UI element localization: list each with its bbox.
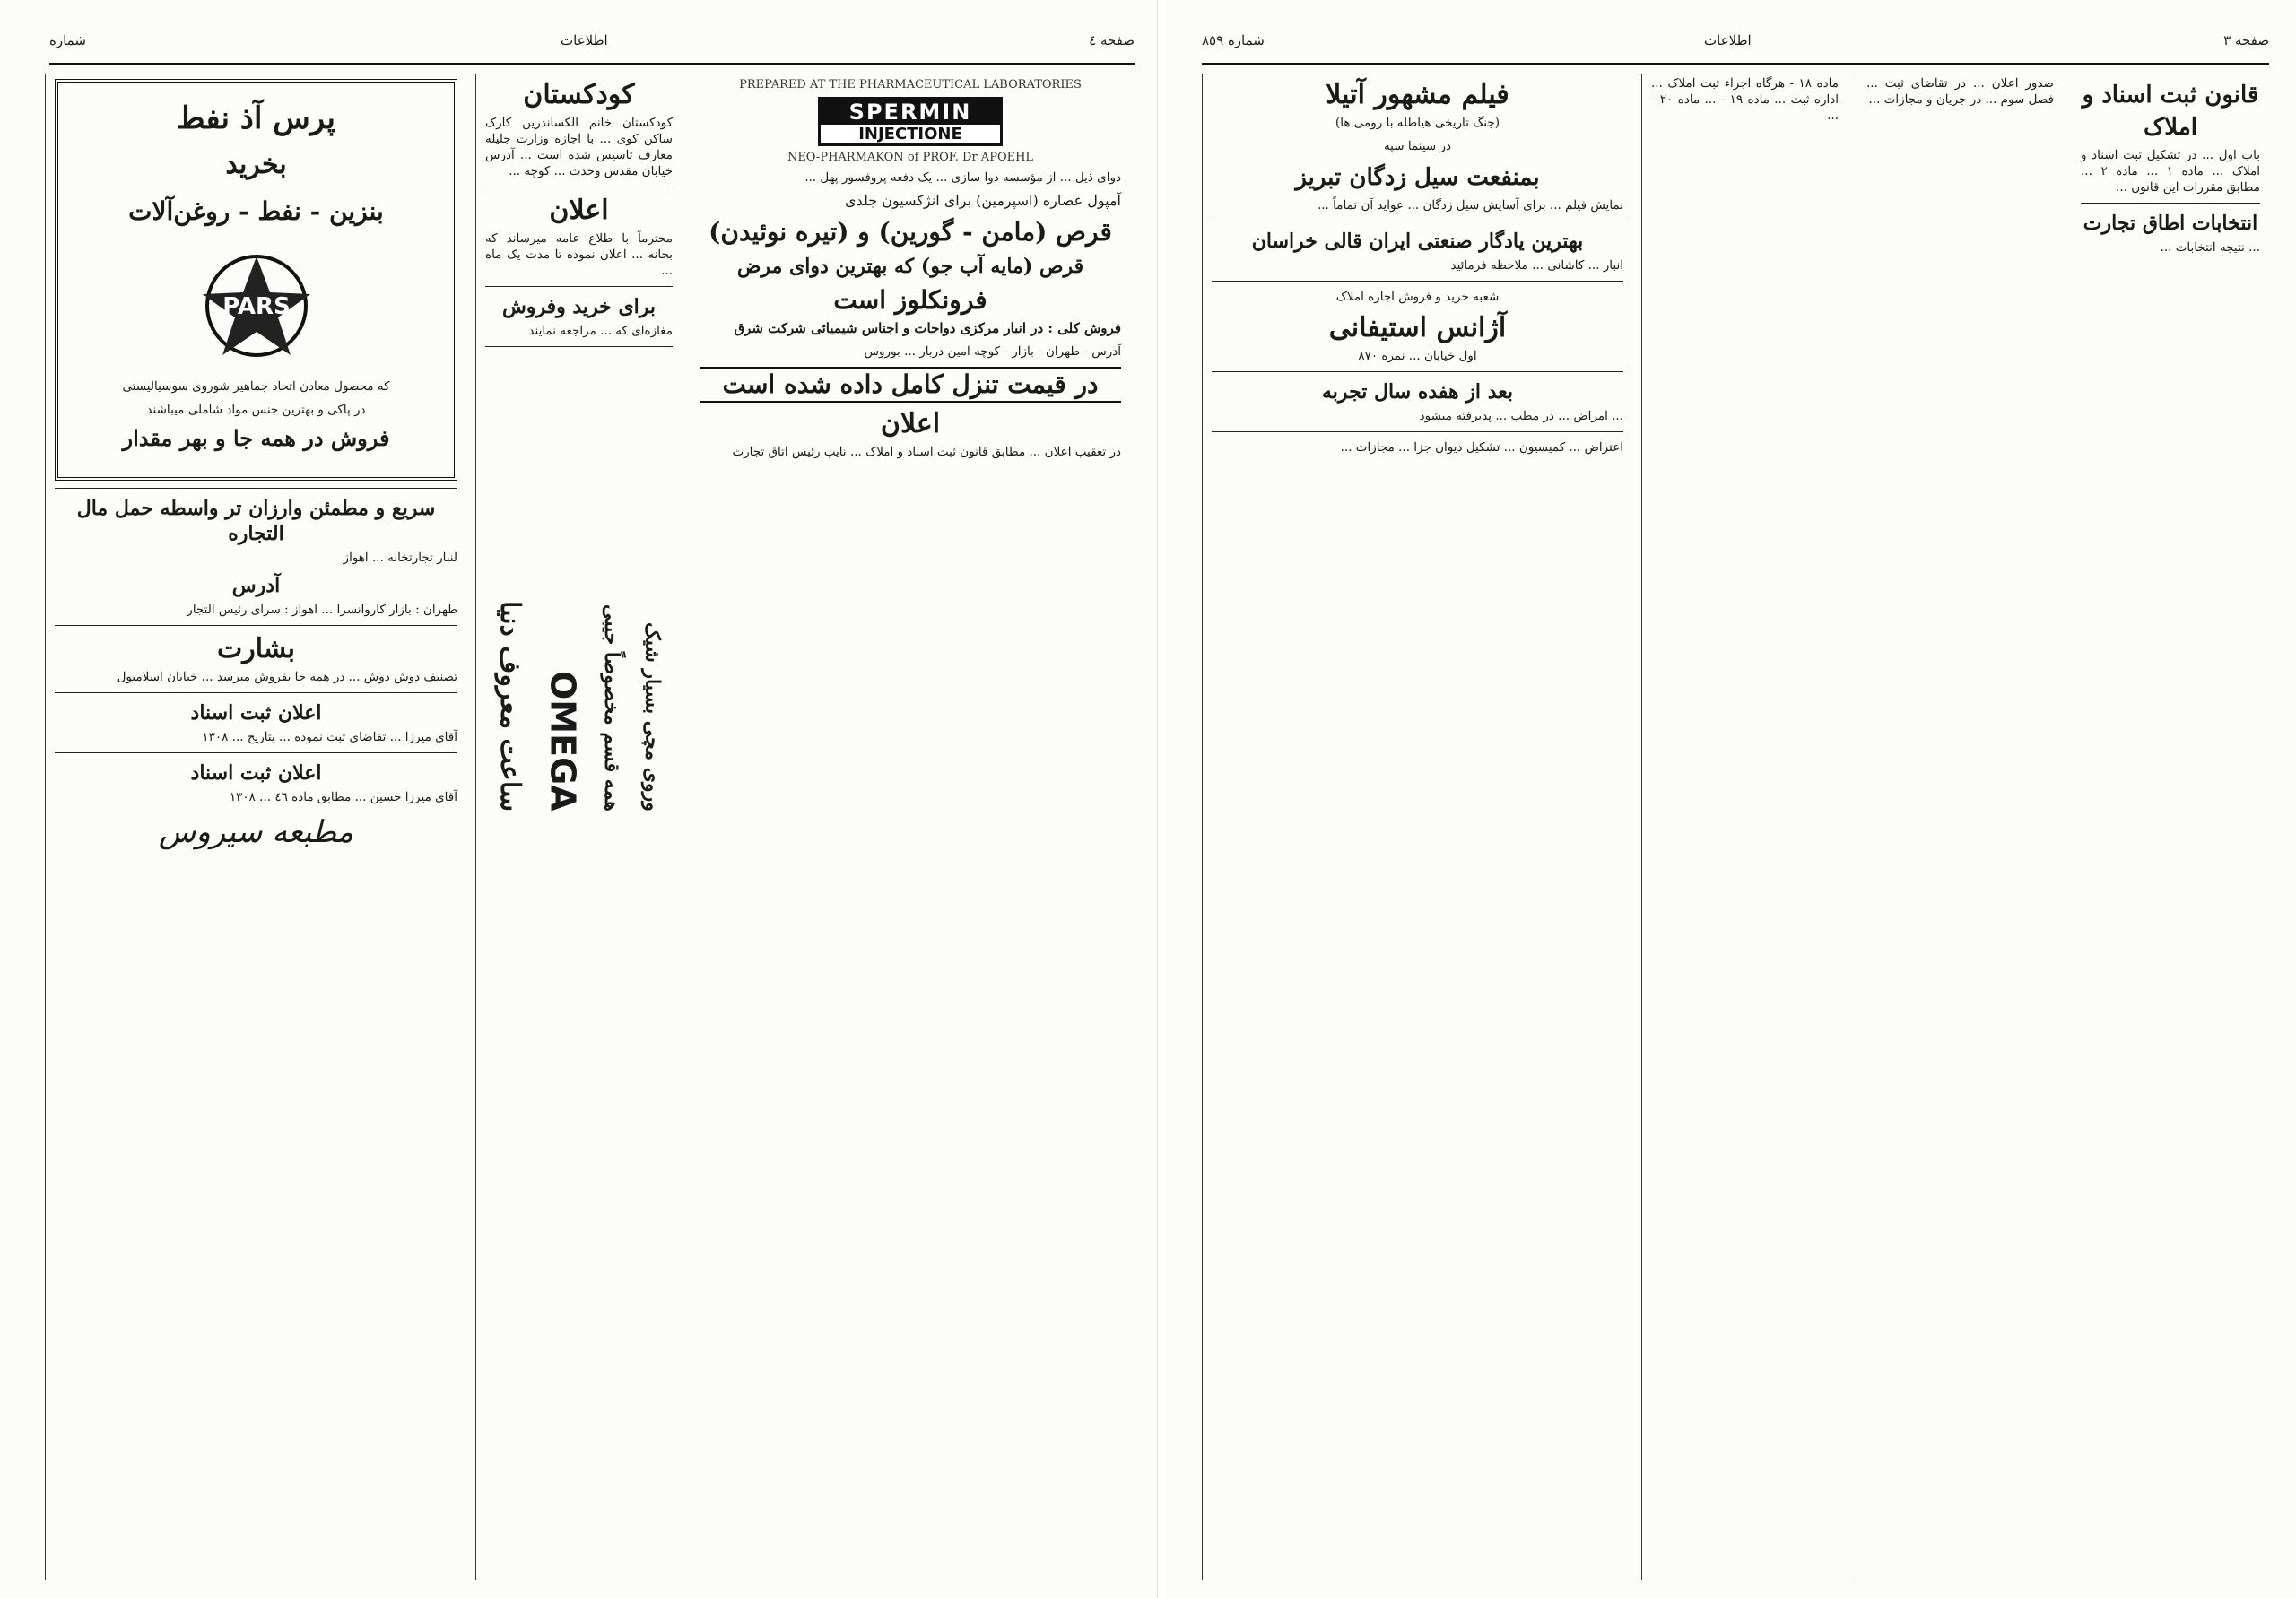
spermin-desc: دوای ذیل ... از مؤسسه دوا سازی ... یک دفعه پروفسور پهل ... xyxy=(804,170,1121,185)
left-sabt-body-1: آقای میرزا ... تقاضای ثبت نموده ... بتاریخ ... ١٣٠٨ xyxy=(202,730,457,744)
sabt-law-body: باب اول ... در تشکیل ثبت اسناد و املاک ... ماده ١ ... ماده ٢ ... مطابق مقررات این قانون ... xyxy=(2081,148,2261,195)
after17-body: ... امراض ... در مطب ... پذیرفته میشود xyxy=(1419,409,1623,423)
omega-vertical2: همه قسم مخصوصاً جیبی xyxy=(599,604,623,812)
pars-oil-footer: فروش در همه جا و بهر مقدار xyxy=(122,425,390,451)
aspirin-line4: فرونکلوز است xyxy=(833,285,987,315)
aspirin-line1: آمپول عصاره (اسپرمین) برای انژکسیون جلدی xyxy=(845,192,1121,209)
left-folio xyxy=(49,27,1135,65)
khalij-addr: طهران : بازار کاروانسرا ... اهواز : سرای رئیس التجار xyxy=(187,603,457,617)
right-folio-title: اطلاعات xyxy=(1704,32,1752,48)
omega-vertical3: وروی مچی بسیار شیک xyxy=(640,622,665,812)
aspirin-line3: قرص (مایه آب جو) که بهترین دوای مرض xyxy=(736,255,1084,278)
aspirin-line2: قرص (مامن - گورین) و (تیره نوئیدن) xyxy=(709,217,1112,247)
pars-oil-body2: در پاکی و بهترین جنس مواد شاملی میباشند xyxy=(146,403,366,417)
film-body: نمایش فیلم ... برای آسایش سیل زدگان ... عواید آن تماماً ... xyxy=(1317,198,1623,213)
right-col-law xyxy=(2072,74,2269,1580)
pars-star-logo-icon xyxy=(167,239,346,373)
right-col-text-a xyxy=(1641,74,1848,1580)
agency-sub: شعبه خرید و فروش اجاره املاک xyxy=(1335,290,1500,304)
right-text-c: اعتراض ... کمیسیون ... تشکیل دیوان جزا ... مجازات ... xyxy=(1340,440,1623,455)
pars-oil-body: که محصول معادن اتحاد جماهیر شوروی سوسیالیستی xyxy=(122,379,390,394)
film-title: فیلم مشهور آتیلا xyxy=(1326,79,1509,110)
film-line2: بمنفعت سیل زدگان تبریز xyxy=(1295,164,1540,191)
khalij-title: سریع و مطمئن وارزان تر واسطه حمل مال التجاره xyxy=(76,497,436,545)
carpets-body: انبار ... کاشانی ... ملاحظه فرمائید xyxy=(1450,258,1623,273)
omega-ad xyxy=(485,354,673,821)
khalij-line: لنبار تجارتخانه ... اهواز xyxy=(343,551,457,565)
right-text-a: ماده ١٨ - هرگاه اجراء ثبت املاک ... اداره ثبت ... ماده ١٩ - ... ماده ٢٠ - ... xyxy=(1651,76,1839,123)
kharid-body: مغازه‌ای که ... مراجعه نمایند xyxy=(528,324,673,338)
chamber-body: ... نتیجه انتخابات ... xyxy=(2160,240,2260,255)
spermin-footer: NEO-PHARMAKON of PROF. Dr APOEHL xyxy=(787,151,1034,164)
agency-title: آژانس استیفانی xyxy=(1328,312,1507,343)
right-col-text-b xyxy=(1857,74,2063,1580)
left-folio-title: اطلاعات xyxy=(561,32,608,48)
film-sub: (جنگ تاریخی هیاطله با رومی ها) xyxy=(1335,116,1500,130)
left-sabt-title-1: اعلان ثبت اسناد xyxy=(190,701,322,725)
right-newspaper-page xyxy=(1166,0,2296,1598)
elan-main-title: اعلان xyxy=(880,408,941,439)
aspirin-addr: آدرس - طهران - بازار - کوچه امین دربار ... بوروس xyxy=(864,344,1121,359)
omega-vertical1: ساعت معروف دنیا xyxy=(493,600,526,812)
carpets-title: بهترین یادگار صنعتی ایران قالی خراسان xyxy=(1251,230,1584,253)
left-sabt-title-2: اعلان ثبت اسناد xyxy=(190,761,322,785)
left-col-3 xyxy=(691,74,1130,1580)
khalij-addr-label: آدرس xyxy=(231,574,281,597)
left-col-2 xyxy=(475,74,682,1580)
elan1-title: اعلان xyxy=(549,195,609,226)
film-line: در سینما سپه xyxy=(1383,139,1452,153)
chamber-title: انتخابات اطاق تجارت xyxy=(2083,212,2258,235)
kodakestan-body: کودکستان خانم الکساندرین کارک ساکن کوی ... با اجازه وزارت جلیله معارف تاسیس شده است ... آدرس خیابان مقدس وحدت ... کوچه ... xyxy=(485,116,673,178)
pars-oil-line3: بنزین - نفط - روغن‌آلات xyxy=(128,196,384,226)
elan-main-body: در تعقیب اعلان ... مطابق قانون ثبت اسناد و املاک ... نایب رئیس اتاق تجارت xyxy=(732,445,1121,459)
tanazol-line: در قیمت تنزل کامل داده شده است xyxy=(700,367,1121,403)
spermin-brand1: SPERMIN xyxy=(848,100,972,125)
right-text-b: صدور اعلان ... در تقاضای ثبت ... فصل سوم ... در جریان و مجازات ... xyxy=(1866,76,2054,107)
left-col-1 xyxy=(45,74,466,1580)
spermin-top: PREPARED AT THE PHARMACEUTICAL LABORATORIES xyxy=(739,78,1082,91)
pars-oil-line2: بخرید xyxy=(225,149,287,180)
omega-brand: OMEGA xyxy=(543,671,583,812)
pars-logo-text: PARS xyxy=(222,293,291,320)
besharat-body: تصنیف دوش دوش ... در همه جا بفروش میرسد ... خیابان اسلامبول xyxy=(117,670,457,684)
elan1-body: محترماً با طلاع عامه میرساند که بخانه ... اعلان نموده تا مدت یک ماه ... xyxy=(485,231,673,278)
left-folio-issue: شماره xyxy=(49,32,86,48)
sabt-law-title: قانون ثبت اسناد و املاک xyxy=(2082,82,2259,141)
left-folio-page: صفحه ٤ xyxy=(1089,32,1135,48)
spermin-brand2: INJECTIONE xyxy=(821,125,1000,143)
after17-title: بعد از هفده سال تجربه xyxy=(1322,380,1513,404)
kodakestan-title: کودکستان xyxy=(523,79,635,110)
aspirin-line5: فروش کلی : در انبار مرکزی دواجات و اجناس شیمیائی شرکت شرق xyxy=(734,320,1121,336)
pars-oil-line1: پرس آذ نفط xyxy=(177,100,335,136)
spermin-logo xyxy=(818,97,1003,146)
left-sabt-body-2: آقای میرزا حسین ... مطابق ماده ٤٦ ... ١٣٠٨ xyxy=(229,790,457,804)
pars-oil-ad xyxy=(55,79,457,481)
right-col-ads xyxy=(1202,74,1632,1580)
printer-signature: مطبعه سیروس xyxy=(158,814,354,850)
kharid-title: برای خرید وفروش xyxy=(501,295,657,318)
right-folio xyxy=(1202,27,2269,65)
right-folio-page: صفحه ٣ xyxy=(2223,32,2269,48)
right-folio-issue: شماره ٨٥٩ xyxy=(1202,32,1265,48)
agency-addr: اول خیابان ... نمره ٨٧٠ xyxy=(1358,349,1477,363)
besharat-title: بشارت xyxy=(217,633,295,664)
